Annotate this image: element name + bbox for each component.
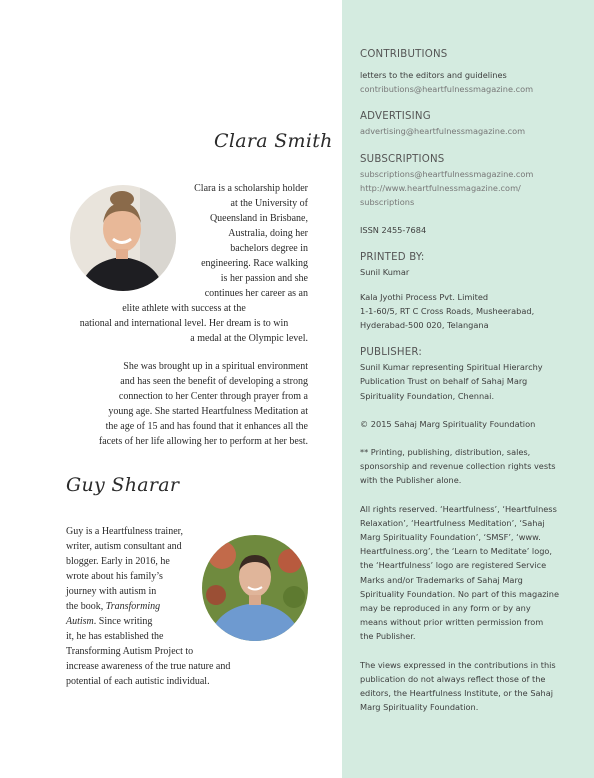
bio-line: continues her career as an: [204, 288, 308, 299]
rights-line: may be reproduced in any form or by any: [360, 603, 531, 614]
printer-line: Kala Jyothi Process Pvt. Limited: [360, 291, 489, 302]
contributions-heading: CONTRIBUTIONS: [360, 49, 448, 60]
rights-line: the Publisher.: [360, 631, 416, 642]
bio-line: facets of her life allowing her to perform at her best.: [98, 436, 308, 447]
bio-line: [66, 599, 316, 614]
clara-bio-2: [60, 359, 308, 449]
bio-line: the age of 15 and has found that it enhances all the: [105, 421, 308, 432]
bio-text: . Since writing: [93, 616, 153, 627]
bio-line: a medal at the Olympic level.: [190, 333, 308, 344]
book-title: Autism: [66, 616, 94, 627]
bio-line: and has seen the benefit of developing a strong: [120, 376, 308, 387]
publisher-heading: PUBLISHER:: [360, 347, 423, 359]
rights-line: All rights reserved. ‘Heartfulness’, ‘Heartfulness: [360, 503, 557, 514]
bio-text: the book,: [66, 601, 106, 612]
rights-line: Relaxation’, ‘Heartfulness Meditation’, ‘Sahaj: [360, 517, 545, 528]
printed-by-heading: PRINTED BY:: [360, 252, 425, 264]
bio-line: Australia, doing her: [228, 228, 308, 239]
views-line: The views expressed in the contributions in this: [360, 659, 556, 670]
subscriptions-email-link[interactable]: subscriptions@heartfulnessmagazine.com: [360, 168, 534, 179]
views-line: editors, the Heartfulness Institute, or the Sahaj: [360, 688, 554, 699]
bio-line: elite athlete with success at the: [122, 303, 246, 314]
bio-line: young age. She started Heartfulness Meditation at: [108, 406, 308, 417]
bio-line: potential of each autistic individual.: [66, 676, 210, 687]
bio-line: She was brought up in a spiritual environment: [123, 361, 308, 372]
rights-line: the ‘Heartfulness’ logo are registered Service: [360, 560, 547, 571]
bio-line: [66, 614, 316, 629]
rights-notice: [360, 502, 576, 644]
copyright: © 2015 Sahaj Marg Spirituality Foundation: [360, 418, 536, 429]
rights-line: Marks and/or Trademarks of Sahaj Marg: [360, 574, 523, 585]
bio-line: at the University of: [230, 198, 308, 209]
book-title: Transforming: [105, 601, 161, 612]
bio-line: Queensland in Brisbane,: [209, 213, 308, 224]
clara-bio-cont: [60, 301, 308, 346]
advertising-email-link[interactable]: advertising@heartfulnessmagazine.com: [360, 126, 526, 137]
rights-line: Spirituality Foundation. No part of this magazine: [360, 588, 560, 599]
views-line: Marg Spirituality Foundation.: [360, 702, 479, 713]
bio-line: bachelors degree in: [230, 243, 308, 254]
subscriptions-heading: SUBSCRIPTIONS: [360, 153, 445, 165]
masthead-sidebar: [342, 0, 594, 778]
subscriptions-url-link[interactable]: http://www.heartfulnessmagazine.com/: [360, 182, 521, 193]
bio-line: journey with autism in: [66, 586, 157, 597]
bio-line: increase awareness of the true nature and: [66, 661, 231, 672]
publisher-line: Spirituality Foundation, Chennai.: [360, 390, 495, 401]
advertising-heading: ADVERTISING: [360, 111, 431, 123]
contributions-text: letters to the editors and guidelines: [360, 70, 507, 80]
clara-name: Clara Smith: [214, 130, 333, 152]
rights-line: means without prior written permission from: [360, 617, 544, 628]
publisher-line: Publication Trust on behalf of Sahaj Marg: [360, 376, 528, 387]
bio-line: engineering. Race walking: [201, 258, 308, 269]
bio-line: national and international level. Her dream is to win: [79, 318, 289, 329]
printing-note: [360, 445, 576, 488]
publisher-line: Sunil Kumar representing Spiritual Hierarchy: [360, 362, 543, 373]
views-line: publication do not always reflect those of the: [360, 673, 546, 684]
bio-line: Clara is a scholarship holder: [194, 183, 308, 194]
bio-line: blogger. Early in 2016, he: [66, 556, 170, 567]
rights-line: Heartfulness.org’, the ‘Learn to Meditate’ logo,: [360, 546, 553, 557]
bio-line: Guy is a Heartfulness trainer,: [66, 526, 184, 537]
clara-bio-wrap: [60, 181, 308, 301]
bio-line: Transforming Autism Project to: [66, 646, 194, 657]
bio-line: it, he has established the: [66, 631, 164, 642]
bio-line: is her passion and she: [220, 273, 308, 284]
rights-line: Marg Spirituality Foundation’, ‘SMSF’, ‘www.: [360, 532, 541, 543]
printer-line: Hyderabad-500 020, Telangana: [360, 320, 489, 331]
guy-bio: [66, 524, 316, 689]
note-line: with the Publisher alone.: [360, 475, 462, 486]
contributions-email-link[interactable]: contributions@heartfulnessmagazine.com: [360, 84, 534, 95]
note-line: ** Printing, publishing, distribution, sales,: [360, 447, 531, 458]
note-line: sponsorship and revenue collection rights vests: [360, 461, 556, 472]
views-disclaimer: [360, 658, 576, 715]
printer-line: 1-1-60/5, RT C Cross Roads, Musheerabad,: [360, 305, 535, 316]
bio-line: connection to her Center through prayer from a: [118, 391, 308, 402]
printed-by-name: Sunil Kumar: [360, 267, 410, 278]
subscriptions-url-link-cont[interactable]: subscriptions: [360, 197, 415, 208]
guy-name: Guy Sharar: [66, 474, 180, 496]
issn: ISSN 2455-7684: [360, 225, 427, 236]
bio-line: wrote about his family’s: [66, 571, 163, 582]
bio-line: writer, autism consultant and: [66, 541, 182, 552]
